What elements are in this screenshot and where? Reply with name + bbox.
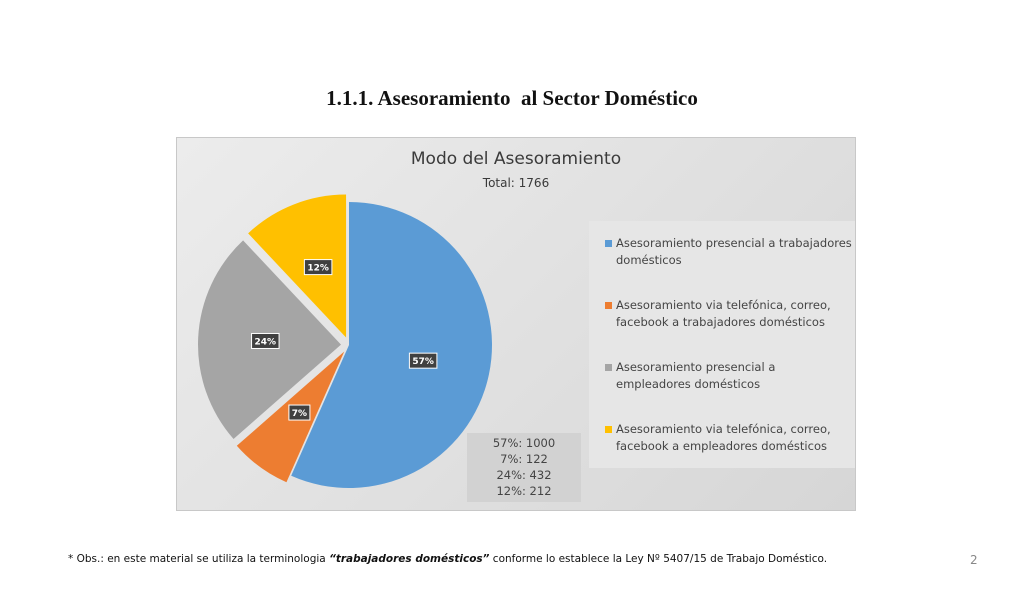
slide-title: 1.1.1. Asesoramiento al Sector Doméstico xyxy=(326,86,698,110)
totals-line-3: 24%: 432 xyxy=(496,468,552,482)
chart-subtitle: Total: 1766 xyxy=(482,176,550,190)
totals-line-4: 12%: 212 xyxy=(496,484,552,498)
pie-data-label xyxy=(252,333,280,348)
legend-label: Asesoramiento presencial a trabajadores domésticos xyxy=(616,236,852,267)
legend-swatch xyxy=(605,240,612,247)
chart-title: Modo del Asesoramiento xyxy=(410,149,622,169)
pie-chart xyxy=(176,137,856,511)
legend-item-telefonica-empleadores xyxy=(605,421,853,455)
pie-data-label-text: 12% xyxy=(307,263,329,274)
pie-data-label xyxy=(409,353,437,368)
footnote-emphasis: “trabajadores domésticos” xyxy=(329,553,490,565)
legend-item-presencial-empleadores xyxy=(605,359,853,393)
pie-data-label-text: 24% xyxy=(254,337,277,348)
pie-data-label-text: 57% xyxy=(412,357,434,368)
totals-box xyxy=(467,433,581,502)
pie-data-label xyxy=(304,260,332,275)
pie-data-label xyxy=(289,405,310,420)
footnote xyxy=(68,553,827,565)
legend-swatch xyxy=(605,364,612,371)
legend-swatch xyxy=(605,302,612,309)
chart-legend xyxy=(589,221,855,468)
legend-item-telefonica-trabajadores xyxy=(605,297,853,331)
footnote-suffix: conforme lo establece la Ley Nº 5407/15 de Trabajo Doméstico. xyxy=(489,553,828,565)
legend-item-presencial-trabajadores xyxy=(605,235,853,269)
legend-swatch xyxy=(605,426,612,433)
page-number: 2 xyxy=(970,553,978,567)
legend-label: Asesoramiento presencial a empleadores domésticos xyxy=(616,360,776,391)
footnote-prefix: * Obs.: en este material se utiliza la terminologia xyxy=(68,553,330,565)
totals-line-1: 57%: 1000 xyxy=(492,436,556,450)
totals-line-2: 7%: 122 xyxy=(500,452,548,466)
legend-label: Asesoramiento via telefónica, correo, facebook a trabajadores domésticos xyxy=(616,298,831,329)
legend-label: Asesoramiento via telefónica, correo, facebook a empleadores domésticos xyxy=(616,422,831,453)
pie-data-label-text: 7% xyxy=(291,409,308,420)
